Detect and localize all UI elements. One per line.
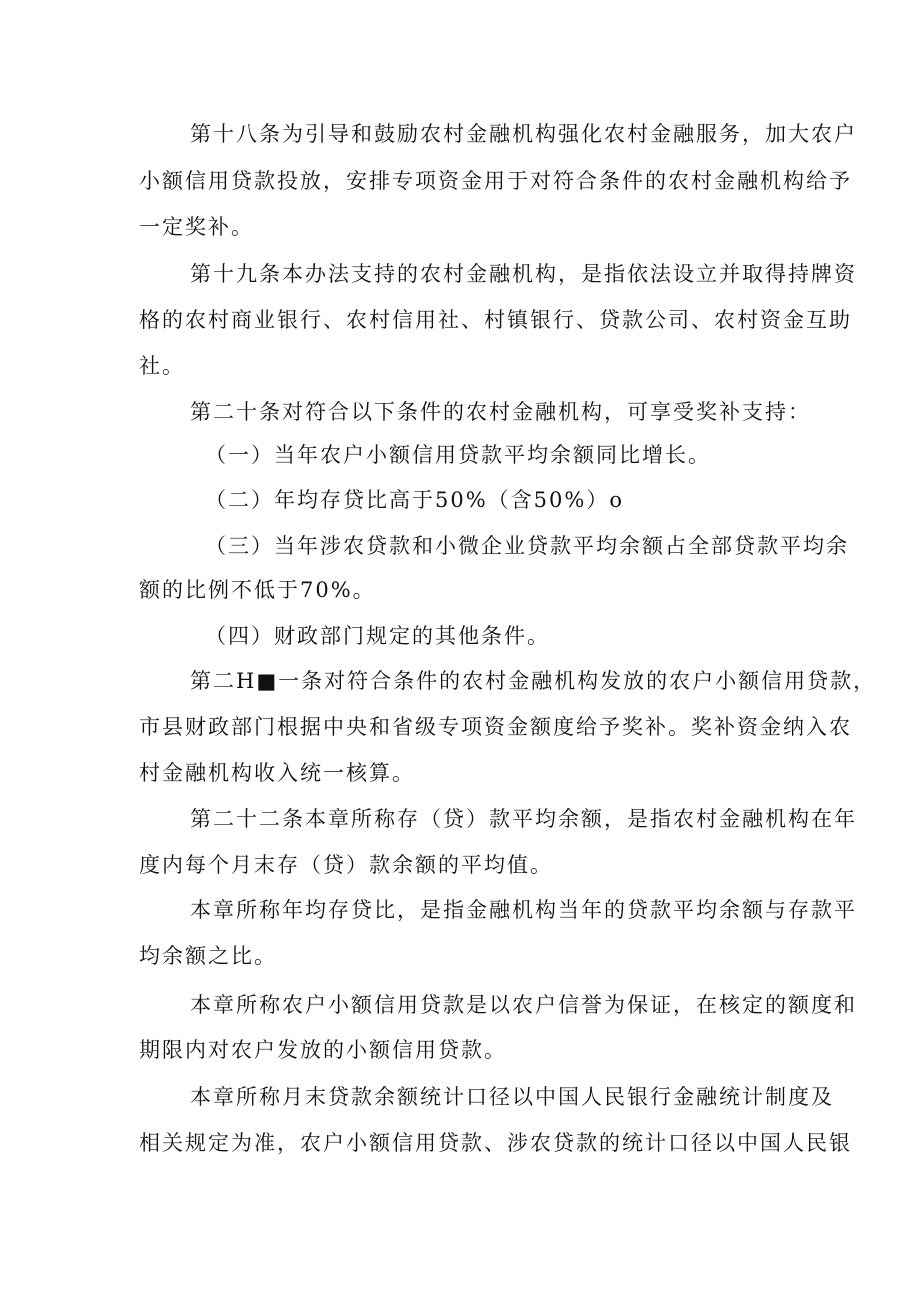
article-20-line-1: 第二十条对符合以下条件的农村金融机构，可享受奖补支持： [190, 400, 811, 424]
article-21-line-3: 村金融机构收入统一核算。 [139, 761, 415, 785]
article-21-line-1: 第二H■一条对符合条件的农村金融机构发放的农户小额信用贷款， [190, 669, 877, 693]
article-18-line-1: 第十八条为引导和鼓励农村金融机构强化农村金融服务，加大农户 [190, 122, 857, 146]
article-21-line-2: 市县财政部门根据中央和省级专项资金额度给予奖补。奖补资金纳入农 [139, 715, 852, 739]
article-22-line-1: 第二十二条本章所称存（贷）款平均余额，是指农村金融机构在年 [190, 807, 857, 831]
article-20-item-3-line-2: 额的比例不低于70%。 [139, 578, 376, 602]
article-18-line-2: 小额信用贷款投放，安排专项资金用于对符合条件的农村金融机构给予 [139, 169, 852, 193]
article-19-line-2: 格的农村商业银行、农村信用社、村镇银行、贷款公司、农村资金互助 [139, 308, 852, 332]
article-20-item-1: （一）当年农户小额信用贷款平均余额同比增长。 [205, 443, 711, 467]
definition-3-line-2: 相关规定为准，农户小额信用贷款、涉农贷款的统计口径以中国人民银 [139, 1131, 852, 1155]
article-22-line-2: 度内每个月末存（贷）款余额的平均值。 [139, 853, 553, 877]
definition-2-line-2: 期限内对农户发放的小额信用贷款。 [139, 1038, 507, 1062]
definition-3-line-1: 本章所称月末贷款余额统计口径以中国人民银行金融统计制度及 [190, 1085, 834, 1109]
article-20-item-3-line-1: （三）当年涉农贷款和小微企业贷款平均余额占全部贷款平均余 [205, 534, 849, 558]
definition-1-line-2: 均余额之比。 [139, 944, 277, 968]
article-19-line-3: 社。 [139, 354, 185, 378]
article-18-line-3: 一定奖补。 [139, 215, 254, 239]
definition-2-line-1: 本章所称农户小额信用贷款是以农户信誉为保证，在核定的额度和 [190, 993, 857, 1017]
definition-1-line-1: 本章所称年均存贷比，是指金融机构当年的贷款平均余额与存款平 [190, 898, 857, 922]
article-19-line-1: 第十九条本办法支持的农村金融机构，是指依法设立并取得持牌资 [190, 262, 857, 286]
article-20-item-2: （二）年均存贷比高于50%（含50%）o [205, 488, 624, 512]
article-20-item-4: （四）财政部门规定的其他条件。 [205, 624, 550, 648]
